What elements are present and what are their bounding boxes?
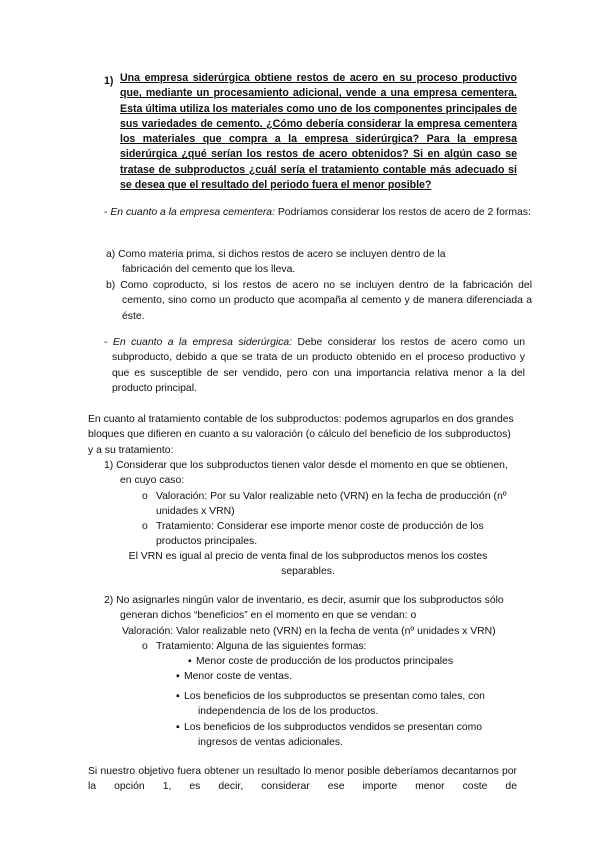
form-item — [176, 689, 511, 720]
vrn-note: El VRN es igual al precio de venta final de los subproductos menos los costes separables. — [128, 551, 488, 578]
cementera-label: En cuanto a la empresa cementera: — [110, 207, 275, 218]
square-bullet: ▪ — [176, 691, 180, 702]
item-1 — [104, 458, 515, 489]
option-b: b) Como coproducto, si los restos de acero no se incluyen dentro de la fabricación del cemento, sino como un producto que acompaña al cemento y de manera diferenciada a éste. — [106, 280, 532, 322]
conclusion-paragraph: Si nuestro objetivo fuera obtener un resultado lo menor posible deberíamos decantarnos por la opción 1, es decir, considerar ese importe menor coste de — [88, 766, 517, 793]
form-item — [176, 720, 511, 751]
square-bullet: ▪ — [188, 656, 192, 667]
form-item-text: Menor coste de producción de los productos principales — [196, 656, 454, 667]
siderurgica-text: Debe considerar los restos de acero como un subproducto, debido a que se trata de un producto obtenido en el proceso productivo y que es susceptible de ser vendido, pero con una importancia relativa menor a la del producto principal. — [112, 337, 526, 395]
circle-bullet: o — [142, 491, 148, 502]
item-1-valoracion-text: Valoración: Por su Valor realizable neto (VRN) en la fecha de producción (nº unidades x VRN) — [156, 491, 507, 518]
cementera-text: Podríamos considerar los restos de acero de 2 formas: — [277, 207, 531, 218]
siderurgica-label: En cuanto a la empresa siderúrgica: — [112, 337, 293, 348]
item-1-tratamiento — [142, 519, 517, 550]
siderurgica-dash: - — [104, 337, 108, 348]
question-text: Una empresa siderúrgica obtiene restos de acero en su proceso productivo que, mediante un procesamiento adicional, vende a una empresa cementera. Esta última utiliza los materiales como uno de los componentes principales de sus variedades de cemento. ¿Cómo debería considerar la empresa cementera los materiales que compra a la empresa siderúrgica? Para la empresa siderúrgica ¿qué serían los restos de acero obtenidos? Si en algún caso se tratase de subproductos ¿cuál sería el tratamiento contable más adecuado si se desea que el resultado del periodo fuera el menor posible? — [120, 72, 517, 192]
square-bullet: ▪ — [176, 671, 180, 682]
cementera-dash: - — [104, 207, 108, 218]
item-2-tratamiento-text: Tratamiento: Alguna de las siguientes formas: — [156, 641, 367, 652]
item-1-text: Considerar que los subproductos tienen valor desde el momento en que se obtienen, en cuyo caso: — [116, 460, 508, 487]
circle-bullet: o — [142, 641, 148, 652]
form-item-text: Menor coste de ventas. — [184, 671, 293, 682]
cementera-paragraph — [104, 205, 532, 220]
item-1-tratamiento-text: Tratamiento: Considerar ese importe menor coste de producción de los productos principales. — [156, 521, 484, 548]
tratamiento-intro: En cuanto al tratamiento contable de los subproductos: podemos agruparlos en dos grandes bloques que difieren en cuanto a su valoración (o cálculo del beneficio de los subproductos) y a su tratamiento: — [88, 414, 514, 456]
siderurgica-paragraph — [104, 335, 525, 397]
form-item-text: Los beneficios de los subproductos vendidos se presentan como ingresos de ventas adicionales. — [184, 722, 483, 749]
form-item-text: Los beneficios de los subproductos se presentan como tales, con independencia de los de los productos. — [184, 691, 485, 718]
item-2-text: No asignarles ningún valor de inventario, es decir, asumir que los subproductos sólo generan dichos “beneficios” en el momento en que se vendan: o — [116, 595, 504, 622]
item-2-number: 2) — [104, 595, 114, 606]
item-2-tratamiento — [142, 639, 517, 654]
question-number-text: 1) — [104, 75, 114, 87]
form-item — [188, 654, 508, 669]
option-a: a) Como materia prima, si dichos restos de acero se incluyen dentro de la fabricación del cemento que los lleva. — [106, 249, 446, 276]
square-bullet: ▪ — [176, 722, 180, 733]
item-2-valoracion: Valoración: Valor realizable neto (VRN) en la fecha de venta (nº unidades x VRN) — [122, 626, 496, 637]
form-item — [176, 669, 506, 684]
circle-bullet: o — [142, 521, 148, 532]
item-1-number: 1) — [104, 460, 114, 471]
item-1-valoracion — [142, 489, 517, 520]
item-2 — [104, 593, 530, 624]
